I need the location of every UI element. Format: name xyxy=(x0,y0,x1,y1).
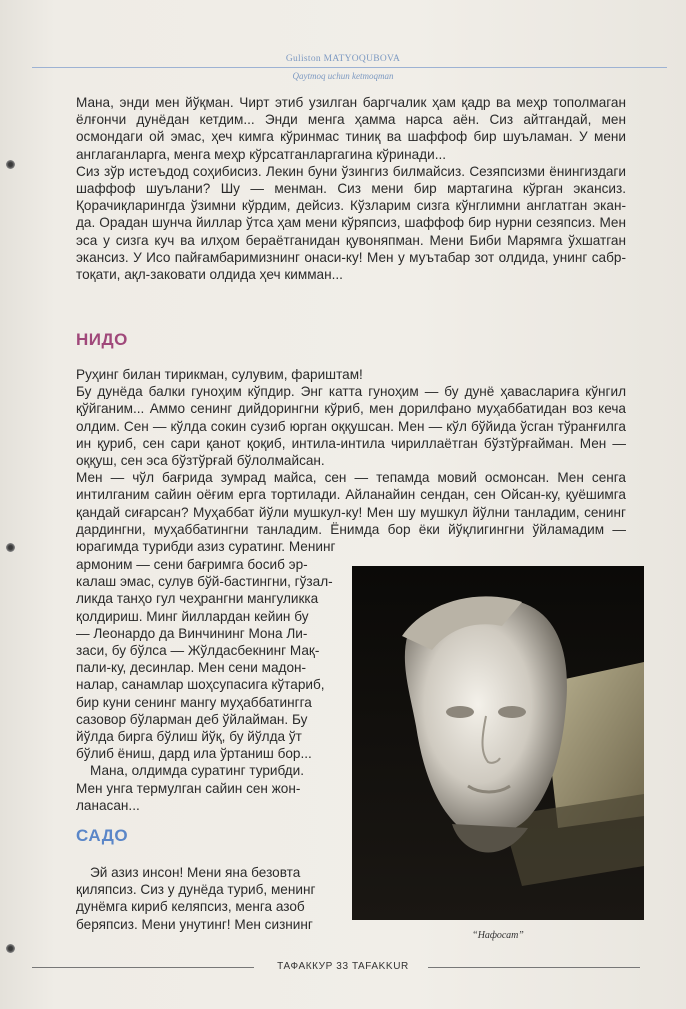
text-line: бир куни сенинг мангу муҳаббатингга xyxy=(76,694,312,710)
text-line: пали-ку, десинлар. Мен сени мадон- xyxy=(76,660,307,676)
nido-narrow-text xyxy=(76,556,338,814)
sculpture-photo xyxy=(352,566,644,920)
text-line: ланасан... xyxy=(76,797,140,813)
text-line: калаш эмас, сулув бўй-бастингни, гўзал- xyxy=(76,574,333,590)
text-line: дунёмга кириб келяпсиз, менга азоб xyxy=(76,899,305,915)
paragraph: Руҳинг билан тирикман, сулувим, фариштам! xyxy=(76,367,363,382)
paragraph: Мана, энди мен йўқман. Чирт этиб узилган баргчалик ҳам қадр ва меҳр тополмаган ёлғончи дунёдан кетдим... Энди менга ҳамма нарса аён. Сиз айтгандай, мен осмондаги ой эмас, ҳеч кимга кўринмас тиниқ ва шаффоф бир шуъламан. У мени англаганларга, менга меҳр кўрсатганларгагина кўринади... xyxy=(76,95,626,162)
text-line: сазовор бўларман деб ўйлайман. Бу xyxy=(76,711,308,727)
text-line: — Леонардо да Винчининг Мона Ли- xyxy=(76,625,308,641)
intro-text xyxy=(76,94,626,283)
text-line: қиляпсиз. Сиз у дунёда туриб, менинг xyxy=(76,882,316,898)
nido-text xyxy=(76,366,626,555)
sculpture-illustration xyxy=(352,566,644,920)
text-line: заси, бу бўлса — Жўлдасбекнинг Мақ- xyxy=(76,643,320,659)
text-line: налар, санамлар шоҳсупасига кўтариб, xyxy=(76,677,325,693)
text-line: беряпсиз. Мени унутинг! Мен сизнинг xyxy=(76,916,313,932)
text-line: йўлда бирга бўлиш йўқ, бу йўлда ўт xyxy=(76,729,302,745)
text-line: бўлиб ёниш, дард ила ўртаниш бор... xyxy=(76,746,312,762)
running-header-author: Guliston MATYOQUBOVA xyxy=(285,54,401,64)
running-header-subtitle: Qaytmoq uchun ketmoqman xyxy=(292,71,394,81)
footer-folio: ТАФАККУР 33 TAFAKKUR xyxy=(277,961,409,972)
footer-rule-right xyxy=(428,967,640,968)
header-rule xyxy=(32,67,667,68)
text-line: Мана, олдимда суратинг турибди. xyxy=(90,763,304,779)
paragraph: Мен — чўл бағрида зумрад майса, сен — тепамда мовий осмонсан. Мен сенга интилганим сайин оёғим ерга тортилади. Айланайин сендан, сен Ойсан-ку, қуёшимга қандай сиғарсан? Муҳаббат йўли мушкул-ку! Мен шу мушкул йўлни танладим, сенинг дардингни, муҳаббатингни танладим. Ёнимда бор ёки йўқлигингни ўйламадим — юрагимда турибди азиз суратинг. Менинг xyxy=(76,470,626,555)
text-line: ликда танҳо гул чеҳрангни мангуликка xyxy=(76,591,319,607)
punch-hole xyxy=(6,944,15,953)
section-heading-sado: САДО xyxy=(76,826,129,845)
paragraph: Сиз зўр истеъдод соҳибисиз. Лекин буни ўзингиз билмайсиз. Сезяпсизми ёнингиздаги шаффоф шуълани? Шу — менман. Сиз мени бир мартагина кўрган экансиз. Қорачиқларингда ўзимни кўрдим, дейсиз. Кўзларим сизга кўнглимни англатган экан-да. Орадан шунча йиллар ўтса ҳам мени кўряпсиз, шаффоф бир нурни сезяпсиз. Мен эса у сизга куч ва илҳом бераётганидан қувоняпман. Мени Биби Марямга ўхшатган экансиз. У Исо пайғамбаримизнинг онаси-ку! Мен у муътабар зот олдида, унинг сабр-тоқати, ақл-заковати олдида ҳеч кимман... xyxy=(76,163,626,283)
section-heading-nido: НИДО xyxy=(76,330,128,349)
text-line: армоним — сени бағримга босиб эр- xyxy=(76,557,308,572)
photo-caption: “Нафосат” xyxy=(472,930,524,941)
text-line: қолдириш. Минг йиллардан кейин бу xyxy=(76,608,309,624)
text-line: Эй азиз инсон! Мени яна безовта xyxy=(90,865,301,880)
paragraph: Бу дунёда балки гуноҳим кўпдир. Энг катта гуноҳим — бу дунё ҳаваслариға кўнгил қўйганим... Аммо сенинг дийдорингни кўриб, мен дорилфано муҳаббатидан воз кеча олдим. Сен — кўлда сокин сузиб юрган оққушсан. Мен — кўл бўйида ўсган тўранғилга ин қуриб, сен сари қанот қоқиб, интила-интила чириллаётган бўзтўрғайман. Мен — оққуш, сен эса бўзтўрғай бўлолмайсан. xyxy=(76,384,626,469)
punch-hole xyxy=(6,160,15,169)
text-line: Мен унга термулган сайин сен жон- xyxy=(76,780,301,796)
punch-hole xyxy=(6,543,15,552)
sado-text xyxy=(76,864,338,933)
